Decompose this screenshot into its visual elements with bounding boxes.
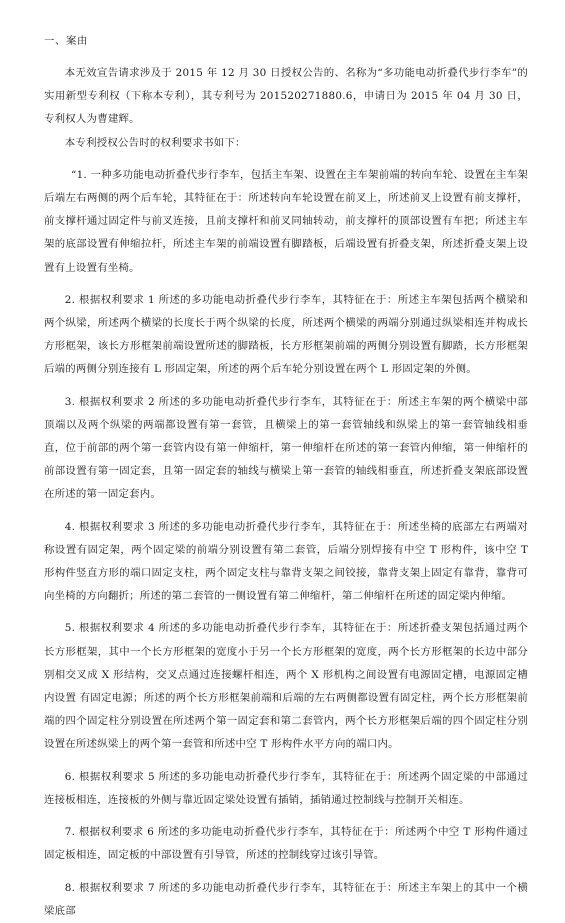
claim-paragraph: 4. 根据权利要求 3 所述的多功能电动折叠代步行李车，其特征在于：所述坐椅的底部左右两端对称设置有固定架，两个固定梁的前端分别设置有第二套管，后端分别焊接有中空 T 形构件，该中空 T 形构件竖直方形的端口固定支柱，两个固定支柱与靠背支架之间铰接，靠背支架上固定有靠背，靠背可向坐椅的方向翻折；所述的第二套管的一侧设置有第二伸缩杆，第二伸缩杆在所述的固定梁内伸缩。	[44, 520, 528, 603]
document-body	[44, 62, 528, 923]
intro-paragraph: 本无效宣告请求涉及于 2015 年 12 月 30 日授权公告的、名称为“多功能电动折叠代步行李车”的实用新型专利权（下称本专利），其专利号为 201520271880.6，申请日为 2015 年 04 月 30 日，专利权人为曹建辉。	[44, 67, 528, 126]
claim-paragraph: 3. 根据权利要求 2 所述的多功能电动折叠代步行李车，其特征在于：所述主车架的两个横梁中部顶端以及两个纵梁的两端都设置有第一套管，且横梁上的第一套管轴线和纵梁上的第一套管轴线相垂直，位于前部的两个第一套管内设有第一伸缩杆，第一伸缩杆在所述的第一套管内伸缩，第一伸缩杆的前部设置有第一固定套，且第一固定套的轴线与横梁上第一套管的轴线相垂直，所述折叠支架底部设置在所述的第一固定套内。	[44, 395, 528, 501]
claim-paragraph: 8. 根据权利要求 7 所述的多功能电动折叠代步行李车，其特征在于：所述主车架上的其中一个横梁底部	[44, 881, 528, 917]
claim-paragraph: 5. 根据权利要求 4 所述的多功能电动折叠代步行李车，其特征在于：所述折叠支架包括通过两个长方形框架，其中一个长方形框架的宽度小于另一个长方形框架的宽度，两个长方形框架的长边中部分别相交叉成 X 形结构，交叉点通过连接螺杆相连，两个 X 形机构之间设置有电源固定槽，电源固定槽内设置 有固定电源；所述的两个长方形框架前端和后端的左右两侧都设置有固定柱，两个长方形框架前端的四个固定柱分别设置在所述两个第一固定套和第二套管内，两个长方形框架后端的四个固定柱分别设置在所述纵梁上的两个第一套管和所述中空 T 形构件水平方向的端口内。	[44, 622, 528, 751]
section-heading: 一、案由	[44, 35, 88, 47]
claim-paragraph: 7. 根据权利要求 6 所述的多功能电动折叠代步行李车，其特征在于：所述两个中空 T 形构件通过固定板相连，固定板的中部设置有引导管，所述的控制线穿过该引导管。	[44, 826, 528, 862]
claim-paragraph: 2. 根据权利要求 1 所述的多功能电动折叠代步行李车，其特征在于：所述主车架包括两个横梁和两个纵梁，所述两个横梁的长度长于两个纵梁的长度，所述两个横梁的两端分别通过纵梁相连并构成长方形框架，该长方形框架前端设置所述的脚踏板，长方形框架前端的两侧分别设置有脚踏，长方形框架后端的两侧分别连接有 L 形固定架，所述的两个后车轮分别设置在两个 L 形固定架的外侧。	[44, 293, 528, 376]
claim-paragraph: “1. 一种多功能电动折叠代步行李车，包括主车架、设置在主车架前端的转向车轮、设置在主车架后端左右两侧的两个后车轮，其特征在于：所述转向车轮设置在前叉上，所述前叉上设置有前支撑杆，前支撑杆通过固定件与前叉连接，且前支撑杆和前叉同轴转动，前支撑杆的顶部设置有车把；所述主车架的底部设置有伸缩拉杆，所述主车架的前端设置有脚踏板，后端设置有折叠支架，所述折叠支架上设置有上设置有坐椅。	[44, 168, 528, 274]
claim-paragraph: 6. 根据权利要求 5 所述的多功能电动折叠代步行李车，其特征在于：所述两个固定梁的中部通过连接板相连，连接板的外侧与靠近固定梁处设置有插销，插销通过控制线与控制开关相连。	[44, 770, 528, 806]
intro-paragraph: 本专利授权公告时的权利要求书如下：	[64, 136, 246, 149]
